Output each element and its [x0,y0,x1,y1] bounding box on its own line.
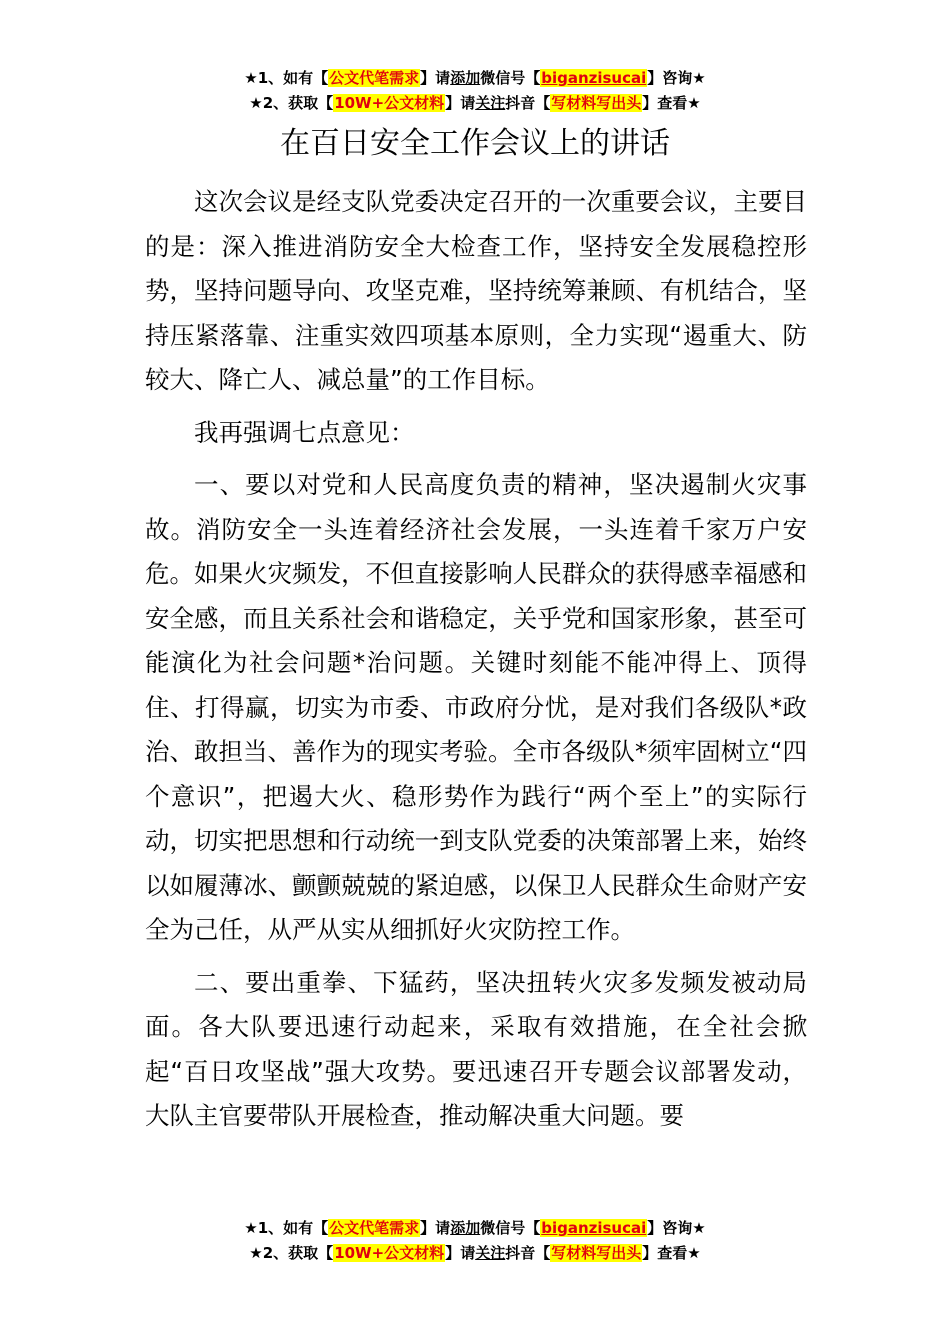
promo-text: 】请 [420,69,451,87]
promo-line-1 [0,1216,950,1241]
promo-text: 抖音【 [505,94,551,112]
promo-text: 微信号【 [480,69,541,87]
document-title: 在百日安全工作会议上的讲话 [280,126,670,161]
promo-banner-bottom [0,1216,950,1266]
promo-text: 】查看★ [642,94,701,112]
wechat-id-highlight: biganzisucai [541,1219,647,1237]
promo-text: ★1、如有【 [244,1219,329,1237]
promo-text: 】咨询★ [647,1219,706,1237]
promo-text: 】请 [445,1244,476,1262]
promo-text: 抖音【 [505,1244,551,1262]
promo-highlight: 10W+公文材料 [334,1244,445,1262]
promo-banner-top [0,66,950,116]
promo-text: 】查看★ [642,1244,701,1262]
promo-underlined: 添加 [450,1219,481,1237]
promo-highlight: 10W+公文材料 [334,94,445,112]
promo-text: 】请 [445,94,476,112]
wechat-id-highlight: biganzisucai [541,69,647,87]
paragraph: 这次会议是经支队党委决定召开的一次重要会议，主要目的是：深入推进消防安全大检查工作，坚持安全发展稳控形势，坚持问题导向、攻坚克难，坚持统筹兼顾、有机结合，坚持压紧落靠、注重实效四项基本原则，全力实现“遏重大、防较大、降亡人、减总量”的工作目标。 [145,187,807,394]
paragraph: 我再强调七点意见： [194,417,415,447]
promo-underlined: 关注 [475,94,506,112]
promo-text: 】咨询★ [647,69,706,87]
promo-text: 微信号【 [480,1219,541,1237]
promo-text: ★2、获取【 [249,1244,334,1262]
document-body [145,180,807,1147]
promo-text: 】请 [420,1219,451,1237]
promo-underlined: 添加 [450,69,481,87]
promo-line-2 [0,91,950,116]
paragraph: 二、要出重拳、下猛药，坚决扭转火灾多发频发被动局面。各大队要迅速行动起来，采取有效措施，在全社会掀起“百日攻坚战”强大攻势。要迅速召开专题会议部署发动，大队主官要带队开展检查，推动解决重大问题。要 [145,967,807,1130]
paragraph: 一、要以对党和人民高度负责的精神，坚决遏制火灾事故。消防安全一头连着经济社会发展，一头连着千家万户安危。如果火灾频发，不但直接影响人民群众的获得感幸福感和安全感，而且关系社会和谐稳定，关乎党和国家形象，甚至可能演化为社会问题*治问题。关键时刻能不能冲得上、顶得住、打得赢，切实为市委、市政府分忧，是对我们各级队*政治、敢担当、善作为的现实考验。全市各级队*须牢固树立“四个意识”，把遏大火、稳形势作为践行“两个至上”的实际行动，切实把思想和行动统一到支队党委的决策部署上来，始终以如履薄冰、颤颤兢兢的紧迫感，以保卫人民群众生命财产安全为己任，从严从实从细抓好火灾防控工作。 [145,470,807,944]
promo-text: ★1、如有【 [244,69,329,87]
promo-highlight: 公文代笔需求 [329,1219,420,1237]
promo-underlined: 关注 [475,1244,506,1262]
douyin-id-highlight: 写材料写出头 [551,94,642,112]
promo-line-1 [0,66,950,91]
douyin-id-highlight: 写材料写出头 [551,1244,642,1262]
promo-line-2 [0,1241,950,1266]
promo-text: ★2、获取【 [249,94,334,112]
promo-highlight: 公文代笔需求 [329,69,420,87]
